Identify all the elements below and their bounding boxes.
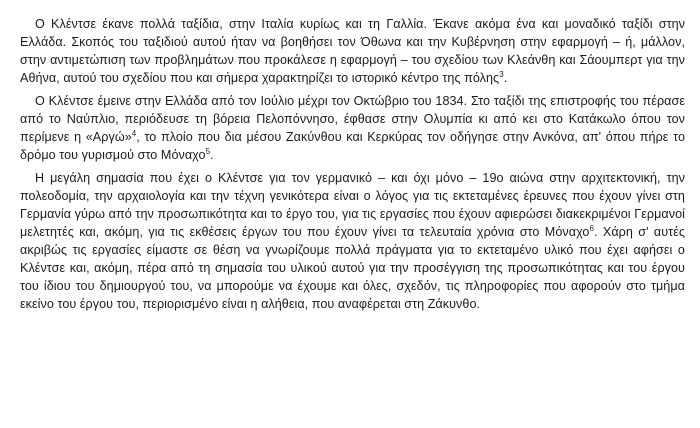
footnote-ref-5: 5	[205, 146, 211, 156]
footnote-ref-6: 6	[589, 223, 594, 233]
paragraph-1-tail: .	[503, 71, 508, 85]
paragraph-2-text: Ο Κλέντσε έμεινε στην Ελλάδα από τον Ιούλιο μέχρι τον Οκτώβριο του 1834. Στο ταξίδι της επιστροφής του πέρασε από το Ναύπλιο, περιόδευσε τη βόρεια Πελοπόννησο, έφθασε στην Ολυμπία κι από κει στο Κατάκωλο όπου τον περίμενε η «Αργώ»	[20, 94, 685, 144]
body-text	[20, 15, 685, 313]
paragraph-2-tail2: .	[210, 148, 214, 162]
footnote-ref-4: 4	[131, 128, 137, 138]
paragraph-3-text: Η μεγάλη σημασία που έχει ο Κλέντσε για τον γερμανικό – και όχι μόνο – 19ο αιώνα στην αρχιτεκτονική, την πολεοδομία, την αρχαιολογία και την τέχνη γενικότερα είναι ο λόγος για τις εκτεταμένες έρευνες που έχουν γίνει στη Γερμανία γύρω από την προσωπικότητα και το έργο του, για τις εργασίες που έχουν αφιερώσει διακεκριμένοι Γερμανοί μελετητές και, ακόμη, για τις εκθέσεις έργων του που έχουν γίνει τα τελευταία χρόνια στο Μόναχο	[20, 171, 685, 239]
paragraph-2-tail: , το πλοίο που δια μέσου Ζακύνθου και Κερκύρας τον οδήγησε στην Ανκόνα, απ' όπου πήρε το δρόμο του γυρισμού στο Μόναχο	[20, 130, 685, 162]
paragraph-1-text: Ο Κλέντσε έκανε πολλά ταξίδια, στην Ιταλία κυρίως και τη Γαλλία. Έκανε ακόμα ένα και μοναδικό ταξίδι στην Ελλάδα. Σκοπός του ταξιδιού αυτού ήταν να βοηθήσει τον Όθωνα και την Κυβέρνηση στην εφαρμογή – ή, μάλλον, στην αντιμετώπιση των προβλημάτων που προκάλεσε η εφαρμογή – του σχεδίου των Κλεάνθη και Σάουμπερτ για την Αθήνα, αυτού του σχεδίου που και σήμερα χαρακτηρίζει το ιστορικό κέντρο της πόλης	[20, 17, 685, 85]
paragraph-1	[20, 15, 685, 87]
footnote-ref-3: 3	[499, 69, 504, 79]
paragraph-3-tail: . Χάρη σ' αυτές ακριβώς τις εργασίες είμαστε σε θέση να γνωρίζουμε πολλά πράγματα για το εκτεταμένο υλικό που έχει αφήσει ο Κλέντσε και, ακόμη, πέρα από τη σημασία του υλικού αυτού για την προσέγγιση της προσωπικότητας και του έργου του ίδιου του δημιουργού του, να μπορούμε να έχουμε και όλες, σχεδόν, τις πληροφορίες που αφορούν στο τμήμα εκείνο του έργου του, περιορισμένο είναι η αλήθεια, που αναφέρεται στη Ζάκυνθο.	[20, 225, 685, 311]
paragraph-3	[20, 169, 685, 313]
paragraph-2	[20, 92, 685, 164]
